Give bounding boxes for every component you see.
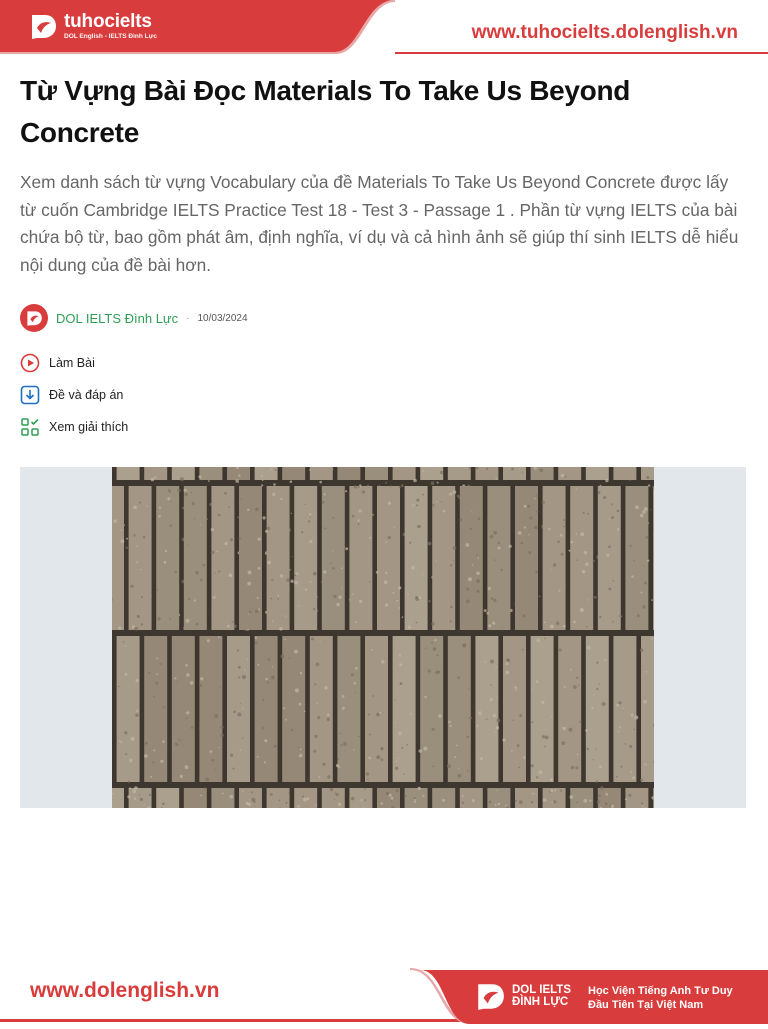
view-explanation-label: Xem giải thích <box>49 420 128 434</box>
concrete-wall-image <box>112 467 654 808</box>
brand-name: tuhocielts <box>64 12 157 31</box>
do-test-label: Làm Bài <box>49 356 95 370</box>
site-url-link[interactable]: www.tuhocielts.dolenglish.vn <box>472 22 738 44</box>
publish-date: 10/03/2024 <box>197 313 247 324</box>
brand-subtitle: DOL English - IELTS Đình Lực <box>64 34 157 41</box>
footer-logo[interactable] <box>474 980 571 1012</box>
do-test-action[interactable] <box>20 352 128 374</box>
dol-footer-logo-icon <box>474 980 506 1012</box>
author-name[interactable]: DOL IELTS Đình Lực <box>56 311 178 326</box>
dol-avatar-icon <box>25 309 43 327</box>
footer-url-link[interactable]: www.dolenglish.vn <box>30 979 219 1003</box>
download-answers-label: Đề và đáp án <box>49 388 123 402</box>
tagline-line2: Đầu Tiên Tại Việt Nam <box>588 998 733 1012</box>
download-answers-action[interactable] <box>20 384 128 406</box>
intro-paragraph: Xem danh sách từ vựng Vocabulary của đề Materials To Take Us Beyond Concrete được lấy từ cuốn Cambridge IELTS Practice Test 18 - Test 3 - Passage 1 . Phần từ vựng IELTS của bài chứa bộ từ, bao gồm phát âm, định nghĩa, ví dụ và cả hình ảnh sẽ giúp thí sinh IELTS dễ hiểu nội dung của đề bài hơn. <box>20 169 748 279</box>
dol-logo-icon <box>28 11 58 41</box>
action-list <box>20 352 128 448</box>
download-icon <box>20 385 40 405</box>
page-title: Từ Vựng Bài Đọc Materials To Take Us Beyond Concrete <box>20 70 740 154</box>
author-row <box>20 304 248 332</box>
hero-image <box>20 467 746 808</box>
footer-logo-line1: DOL IELTS <box>512 984 571 996</box>
tagline-line1: Học Viện Tiếng Anh Tư Duy <box>588 984 733 998</box>
brand-logo[interactable] <box>28 11 157 41</box>
play-circle-icon <box>20 353 40 373</box>
separator-dot: · <box>186 313 189 324</box>
footer-logo-line2: ĐÌNH LỰC <box>512 996 571 1008</box>
view-explanation-action[interactable] <box>20 416 128 438</box>
grid-check-icon <box>20 417 40 437</box>
footer-tagline <box>588 984 733 1012</box>
avatar[interactable] <box>20 304 48 332</box>
